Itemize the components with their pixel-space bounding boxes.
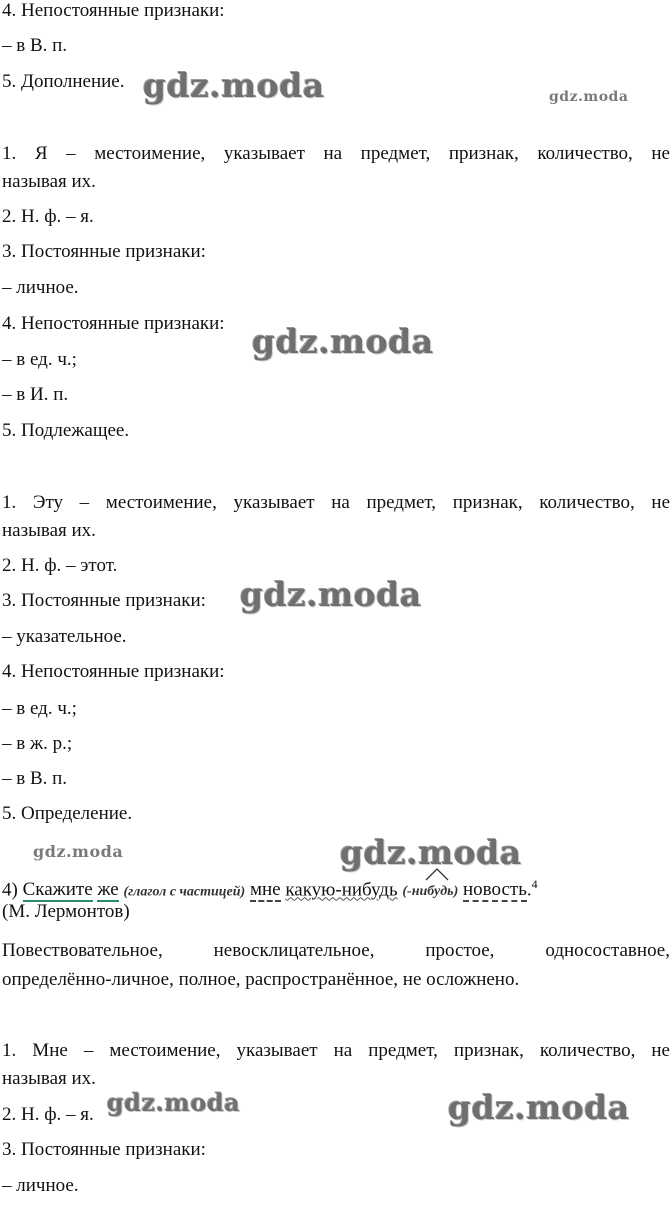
text-line: 5. Определение. — [2, 803, 133, 824]
watermark: gdz.moda — [240, 575, 422, 614]
text-line: – в В. п. — [2, 35, 68, 56]
text-line: 5. Подлежащее. — [2, 420, 130, 441]
text-line: 5. Дополнение. — [2, 71, 125, 92]
watermark-small: gdz.moda — [33, 842, 124, 861]
watermark: gdz.moda — [107, 1088, 241, 1117]
text-line: называя их. — [2, 171, 96, 192]
particle-word: же — [97, 879, 119, 901]
sentence-number: 4) — [2, 879, 18, 901]
text-line: 4. Непостоянные признаки: — [2, 661, 225, 682]
text-line: 3. Постоянные признаки: — [2, 241, 206, 262]
text-line: – личное. — [2, 1175, 79, 1196]
sentence-dot: . — [526, 879, 532, 901]
text-line: 4. Непостоянные признаки: — [2, 313, 225, 334]
object-word: новость — [463, 879, 527, 901]
text-line: 3. Постоянные признаки: — [2, 1139, 206, 1160]
suffix-note: (-нибудь) — [402, 884, 459, 900]
text-line: 2. Н. ф. – я. — [2, 206, 94, 227]
text-line: 1. Эту – местоимение, указывает на предмет, признак, количество, не — [2, 492, 670, 513]
object-word: мне — [249, 879, 281, 901]
author-line: (М. Лермонтов) — [2, 901, 130, 922]
watermark: gdz.moda — [340, 833, 522, 872]
text-line: – в И. п. — [2, 384, 69, 405]
suffix-arc-icon — [402, 867, 472, 881]
grammar-note: (глагол с частицей) — [123, 884, 246, 900]
watermark-small: gdz.moda — [549, 89, 629, 105]
text-line: – в В. п. — [2, 768, 68, 789]
text-line: определённо-личное, полное, распространённое, не осложнено. — [2, 969, 520, 990]
attribute-word: какую-нибудь — [285, 879, 398, 901]
watermark: gdz.moda — [448, 1088, 630, 1127]
suffix-note-box — [402, 879, 458, 903]
text-line: – в ед. ч.; — [2, 349, 77, 370]
watermark: gdz.moda — [143, 66, 325, 105]
text-line: – в ед. ч.; — [2, 698, 77, 719]
text-line: называя их. — [2, 520, 96, 541]
text-line: – указательное. — [2, 626, 127, 647]
text-line: 2. Н. ф. – этот. — [2, 555, 118, 576]
text-line: 3. Постоянные признаки: — [2, 590, 206, 611]
text-line: 4. Непостоянные признаки: — [2, 0, 225, 21]
text-line: 1. Мне – местоимение, указывает на предмет, признак, количество, не — [2, 1040, 670, 1061]
predicate-word: Скажите — [22, 879, 93, 901]
text-line: – в ж. р.; — [2, 733, 73, 754]
text-line: 1. Я – местоимение, указывает на предмет, признак, количество, не — [2, 143, 670, 164]
sentence-line — [2, 873, 538, 901]
text-line: – личное. — [2, 277, 79, 298]
text-line: 2. Н. ф. – я. — [2, 1104, 94, 1125]
text-line: называя их. — [2, 1068, 96, 1089]
footnote-mark: 4 — [531, 877, 538, 891]
watermark: gdz.moda — [252, 322, 434, 361]
text-line: Повествовательное, невосклицательное, простое, односоставное, — [2, 940, 670, 961]
